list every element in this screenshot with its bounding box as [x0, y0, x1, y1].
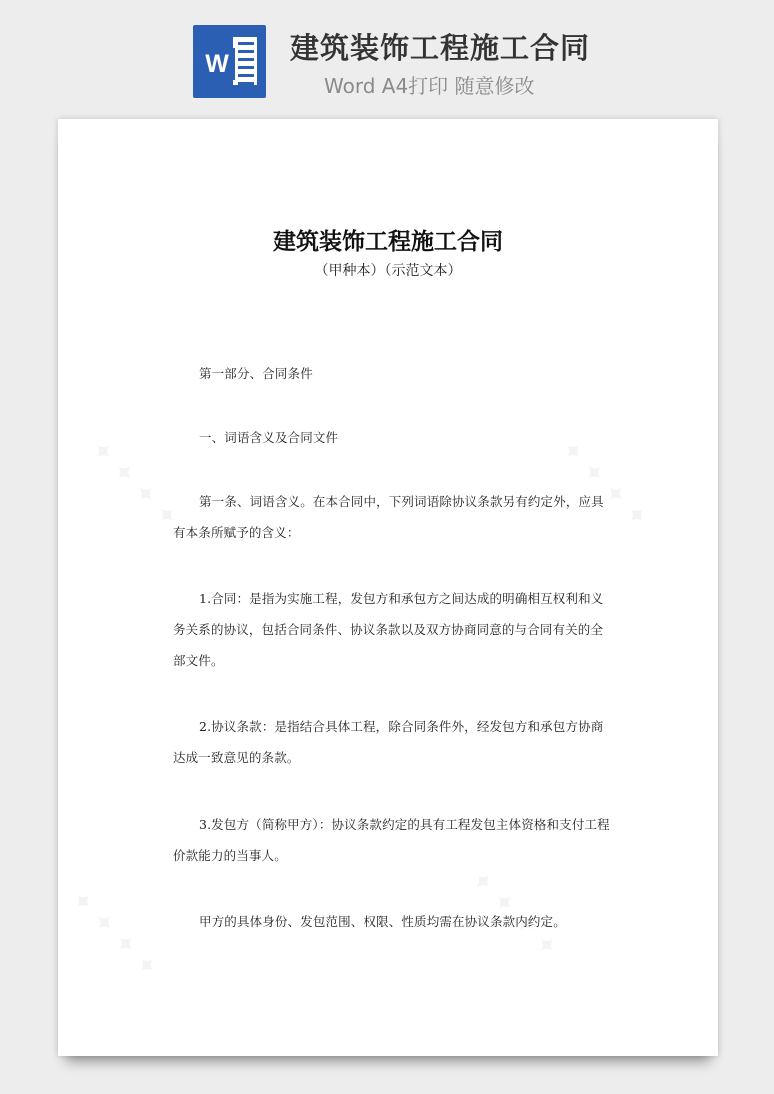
- section-heading: 第一部分、合同条件: [199, 366, 313, 381]
- header-banner: [0, 0, 774, 118]
- word-logo-letter: W: [199, 48, 235, 80]
- banner-title: 建筑装饰工程施工合同: [290, 31, 591, 65]
- document-page: [58, 119, 718, 1056]
- definition-paragraph: 2.协议条款：是指结合具体工程，除合同条件外，经发包方和承包方协商达成一致意见的条款。: [173, 719, 604, 765]
- body-paragraph: 甲方的具体身份、发包范围、权限、性质均需在协议条款内约定。: [199, 914, 566, 929]
- subsection-heading: 一、词语含义及合同文件: [199, 430, 339, 445]
- document-subtitle: （甲种本）（示范文本）: [314, 263, 462, 279]
- watermark: [84, 434, 184, 534]
- doc-lines-graphic: [233, 37, 257, 85]
- banner-subtitle: Word A4打印 随意修改: [324, 74, 535, 98]
- document-title: 建筑装饰工程施工合同: [273, 229, 503, 255]
- definition-paragraph: 1.合同：是指为实施工程，发包方和承包方之间达成的明确相互权利和义务关系的协议，包括合同条件、协议条款以及双方协商同意的与合同有关的全部文件。: [173, 591, 604, 668]
- watermark: [64, 884, 164, 984]
- article-paragraph: 第一条、词语含义。在本合同中，下列词语除协议条款另有约定外，应具有本条所赋予的含义：: [173, 494, 604, 540]
- definition-paragraph: 3.发包方（简称甲方）：协议条款约定的具有工程发包主体资格和支付工程价款能力的当事人。: [173, 817, 610, 863]
- word-document-icon: [193, 25, 266, 98]
